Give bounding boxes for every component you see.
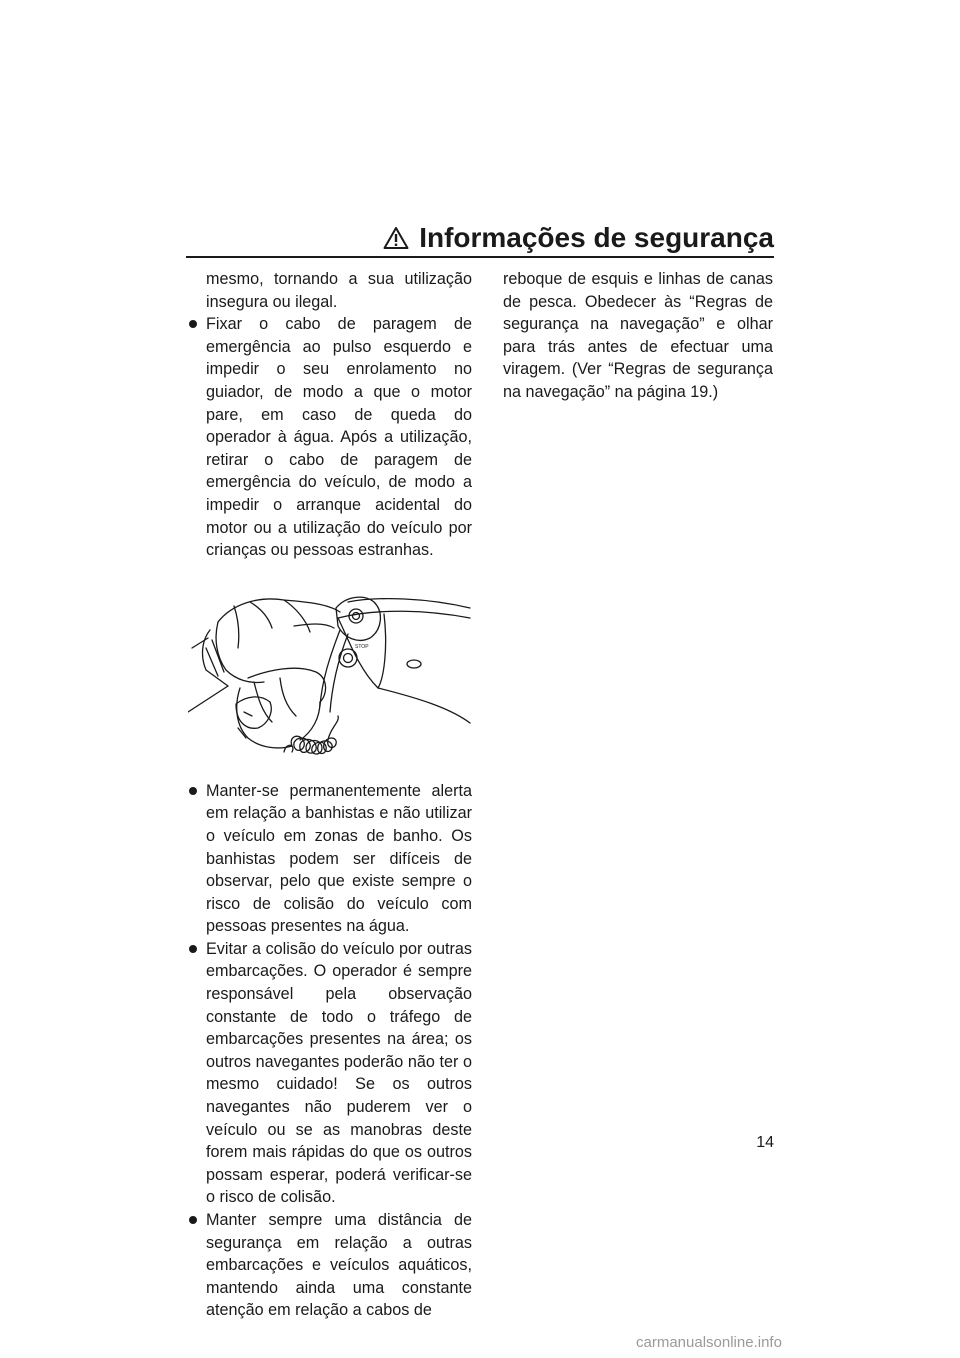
page-header xyxy=(186,222,774,258)
continued-paragraph-right: reboque de esquis e linhas de canas de pesca. Obedecer às “Regras de segurança na navegação” e olhar para trás antes de efectuar uma viragem. (Ver “Regras de segurança na navegação” na página 19.) xyxy=(503,270,773,401)
right-column xyxy=(503,268,773,404)
header-title-group xyxy=(383,222,774,254)
bullet-item-collision: Evitar a colisão do veículo por outras embarcações. O operador é sempre responsável pela observação constante de todo o tráfego de embarcações presentes na área; os outros navegantes poderão não ter o mesmo cuidado! Se os outros navegantes não puderem ver o veículo ou se as manobras deste forem mais rápidas do que os outros possam esperar, poderá verificar-se o risco de colisão. xyxy=(188,938,472,1209)
continued-paragraph: mesmo, tornando a sua utilização insegura ou ilegal. xyxy=(206,270,472,311)
left-column xyxy=(188,268,472,1322)
page-number: 14 xyxy=(756,1134,774,1151)
wrist-lanyard-illustration xyxy=(188,578,472,768)
bullet-item-safe-distance: Manter sempre uma distância de segurança em relação a outras embarcações e veículos aquáticos, mantendo ainda uma constante atenção em relação a cabos de xyxy=(188,1209,472,1322)
bullet-item-lanyard: Fixar o cabo de paragem de emergência ao pulso esquerdo e impedir o seu enrolamento no guiador, de modo a que o motor pare, em caso de queda do operador à água. Após a utilização, retirar o cabo de paragem de emergência do veículo, de modo a impedir o arranque acidental do motor ou a utilização do veículo por crianças ou pessoas estranhas. xyxy=(188,313,472,562)
watermark: carmanualsonline.info xyxy=(636,1334,782,1351)
stop-switch-label: STOP xyxy=(355,643,369,650)
page-title: Informações de segurança xyxy=(419,222,774,253)
bullet-item-swimmers: Manter-se permanentemente alerta em relação a banhistas e não utilizar o veículo em zonas de banho. Os banhistas podem ser difíceis de observar, pelo que existe sempre o risco de colisão do veículo com pessoas presentes na água. xyxy=(188,780,472,938)
warning-triangle-icon xyxy=(383,226,409,250)
